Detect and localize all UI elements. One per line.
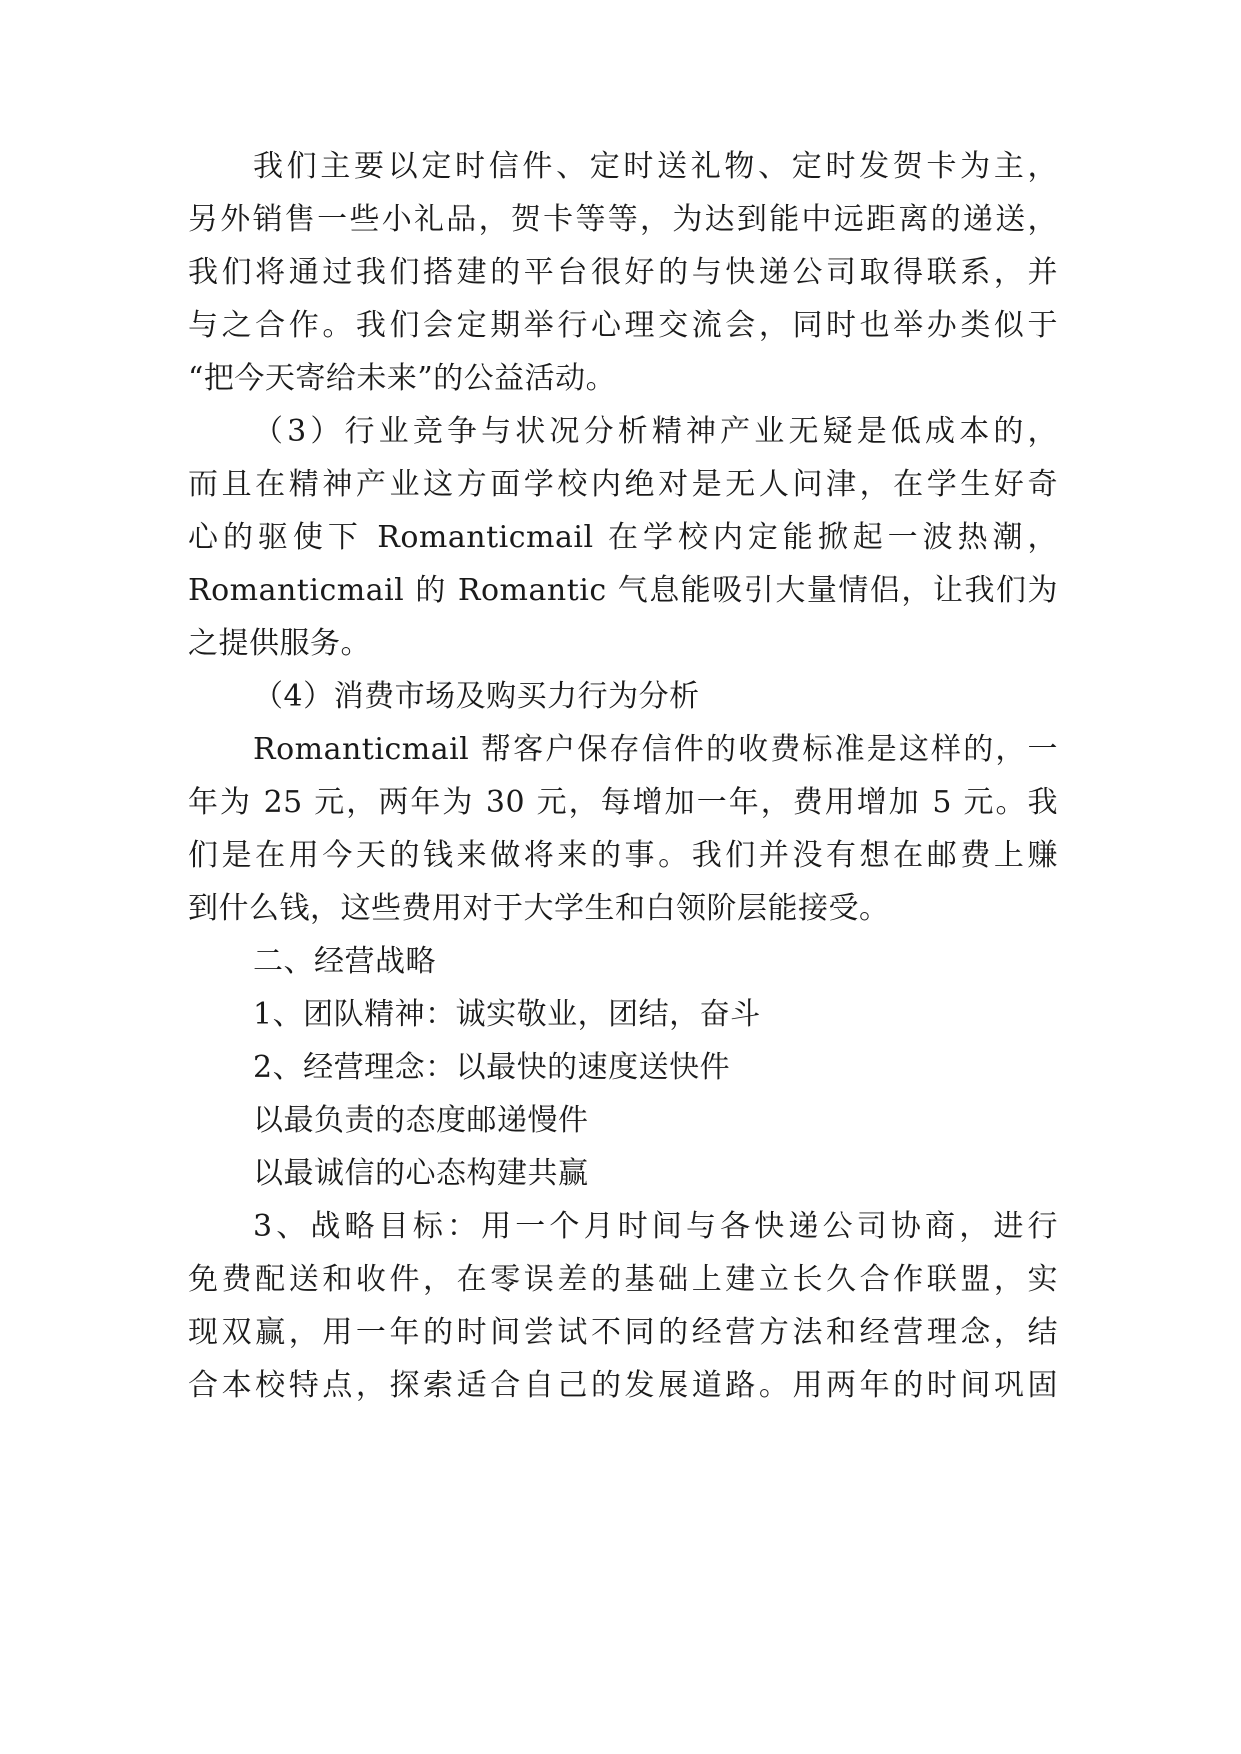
- paragraph-line: 我们主要以定时信件、定时送礼物、定时发贺卡为主，: [253, 149, 1058, 184]
- paragraph-line: 年为 25 元，两年为 30 元，每增加一年，费用增加 5 元。我: [188, 785, 1058, 820]
- list-item-line: 2、经营理念：以最快的速度送快件: [253, 1050, 731, 1085]
- paragraph-line: 心的驱使下 Romanticmail 在学校内定能掀起一波热潮，: [188, 520, 1058, 555]
- paragraph-line: Romanticmail 帮客户保存信件的收费标准是这样的，一: [253, 732, 1058, 767]
- section-heading-line: 二、经营战略: [253, 944, 436, 979]
- paragraph-line: Romanticmail 的 Romantic 气息能吸引大量情侣，让我们为: [188, 573, 1058, 608]
- paragraph-line: 之提供服务。: [188, 626, 371, 661]
- section-heading-line: （3）行业竞争与状况分析精神产业无疑是低成本的，: [253, 414, 1058, 449]
- paragraph-line: 与之合作。我们会定期举行心理交流会，同时也举办类似于: [188, 308, 1058, 343]
- paragraph-line: 另外销售一些小礼品，贺卡等等，为达到能中远距离的递送，: [188, 202, 1058, 237]
- list-item-line: 3、战略目标：用一个月时间与各快递公司协商，进行: [253, 1209, 1058, 1244]
- paragraph-line: 们是在用今天的钱来做将来的事。我们并没有想在邮费上赚: [188, 838, 1058, 873]
- list-item-line: 1、团队精神：诚实敬业，团结，奋斗: [253, 997, 761, 1032]
- paragraph-line: 免费配送和收件，在零误差的基础上建立长久合作联盟，实: [188, 1262, 1058, 1297]
- paragraph-line: 我们将通过我们搭建的平台很好的与快递公司取得联系，并: [188, 255, 1058, 290]
- paragraph-line: 而且在精神产业这方面学校内绝对是无人问津，在学生好奇: [188, 467, 1058, 502]
- paragraph-line: 到什么钱，这些费用对于大学生和白领阶层能接受。: [188, 891, 890, 926]
- paragraph-line: “把今天寄给未来”的公益活动。: [188, 361, 617, 396]
- paragraph-line: 现双赢，用一年的时间尝试不同的经营方法和经营理念，结: [188, 1315, 1058, 1350]
- section-heading-line: （4）消费市场及购买力行为分析: [253, 679, 700, 714]
- list-item-continuation: 以最诚信的心态构建共赢: [253, 1156, 589, 1191]
- paragraph-line: 合本校特点，探索适合自己的发展道路。用两年的时间巩固: [188, 1368, 1058, 1403]
- list-item-continuation: 以最负责的态度邮递慢件: [253, 1103, 589, 1138]
